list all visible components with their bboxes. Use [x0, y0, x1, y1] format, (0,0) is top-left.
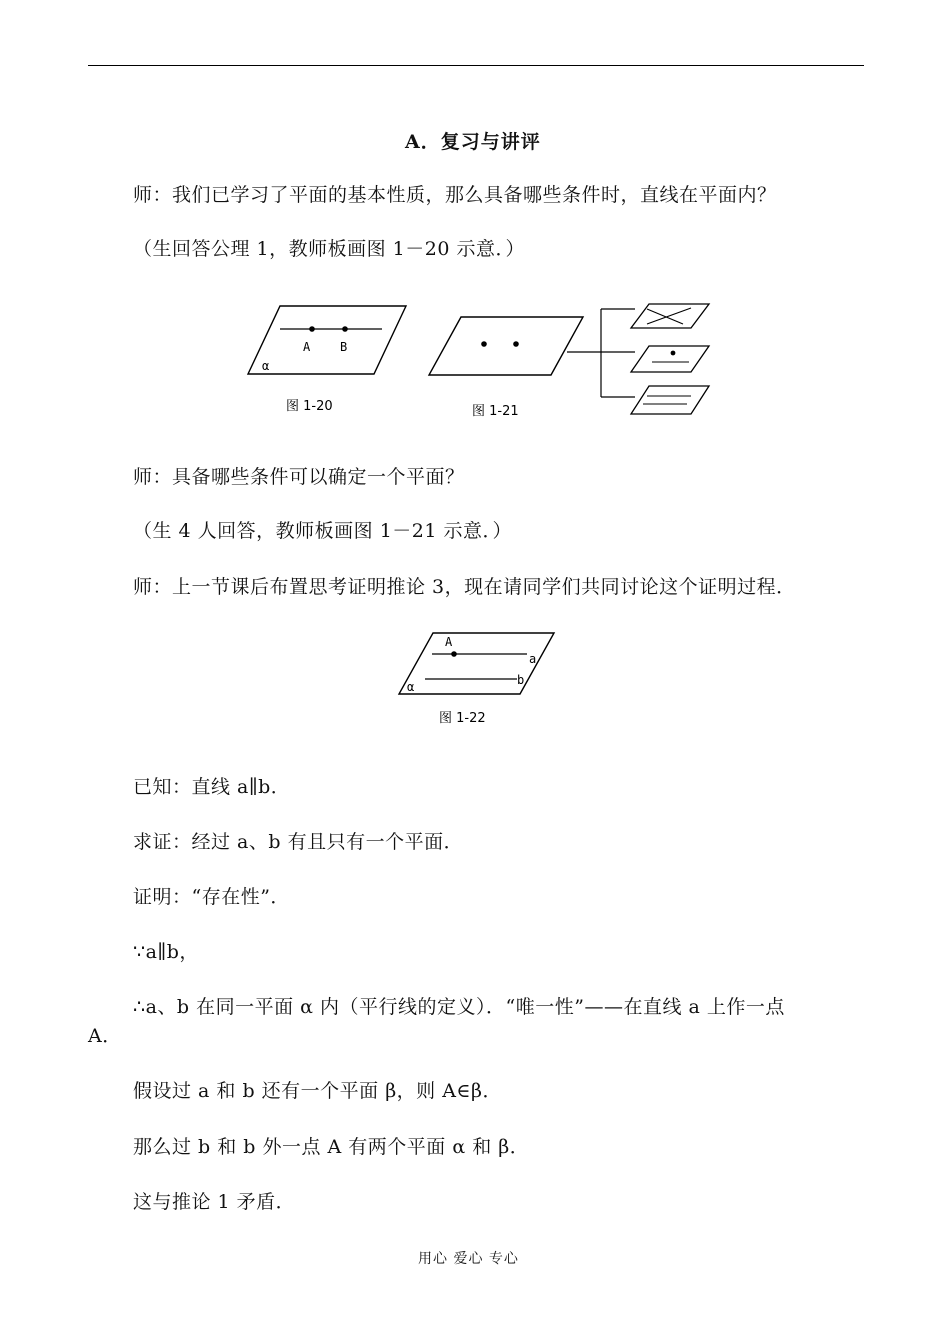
fig22-label-a: a [529, 652, 537, 666]
figure-1-22 [397, 630, 559, 730]
section-heading: A．复习与讲评 [405, 131, 541, 153]
fig21-caption: 图 1-21 [472, 404, 519, 419]
fig20-label-alpha: α [262, 359, 270, 373]
paragraph-to-prove: 求证：经过 a、b 有且只有一个平面． [133, 831, 464, 853]
fig20-label-B: B [340, 340, 348, 354]
header-rule [88, 65, 864, 66]
fig20-caption: 图 1-20 [286, 399, 333, 414]
paragraph-proof-existence: 证明：“存在性”． [133, 886, 290, 908]
paragraph-therefore-cont: A． [88, 1025, 122, 1047]
fig22-label-A: A [445, 635, 453, 649]
paragraph-teacher-question-1: 师：我们已学习了平面的基本性质，那么具备哪些条件时，直线在平面内？ [133, 184, 777, 206]
paragraph-then: 那么过 b 和 b 外一点 A 有两个平面 α 和 β． [133, 1136, 530, 1158]
fig22-label-alpha: α [407, 680, 415, 694]
paragraph-assume: 假设过 a 和 b 还有一个平面 β，则 A∈β． [133, 1080, 502, 1102]
fig22-caption: 图 1-22 [439, 711, 486, 726]
paragraph-student-answer-1: （生回答公理 1，教师板画图 1－20 示意．） [133, 238, 525, 260]
paragraph-therefore: ∴a、b 在同一平面 α 内（平行线的定义）．“唯一性”——在直线 a 上作一点 [133, 996, 785, 1018]
paragraph-because: ∵a∥b， [133, 941, 199, 963]
paragraph-given: 已知：直线 a∥b． [133, 776, 291, 798]
paragraph-contradiction: 这与推论 1 矛盾． [133, 1191, 296, 1213]
figure-1-20 [244, 302, 414, 420]
fig20-label-A: A [303, 340, 311, 354]
paragraph-student-answer-2: （生 4 人回答，教师板画图 1－21 示意．） [133, 520, 513, 542]
paragraph-teacher-question-2: 师：具备哪些条件可以确定一个平面？ [133, 466, 465, 488]
fig22-label-b: b [517, 673, 525, 687]
figure-1-21 [425, 300, 715, 424]
paragraph-teacher-proof-intro: 师：上一节课后布置思考证明推论 3，现在请同学们共同讨论这个证明过程． [133, 576, 796, 598]
page-footer: 用心 爱心 专心 [418, 1251, 519, 1267]
